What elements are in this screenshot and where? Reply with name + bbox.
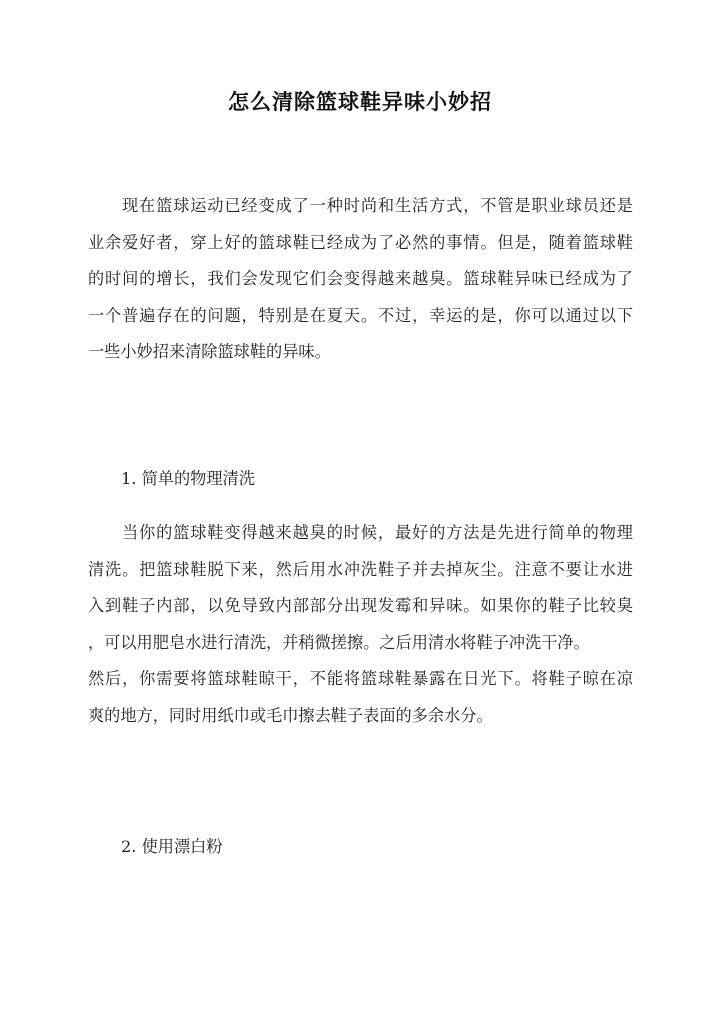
intro-line: 业余爱好者，穿上好的篮球鞋已经成为了必然的事情。但是，随着篮球鞋 (88, 232, 633, 252)
intro-paragraph (88, 188, 633, 371)
section-2-heading: 2. 使用漂白粉 (121, 837, 223, 856)
intro-line: 一些小妙招来清除篮球鞋的异味。 (88, 342, 331, 362)
intro-line: 现在篮球运动已经变成了一种时尚和生活方式，不管是职业球员还是 (122, 196, 633, 215)
section-1-paragraph (88, 515, 633, 735)
intro-line: 一个普遍存在的问题，特别是在夏天。不过，幸运的是，你可以通过以下 (88, 305, 633, 325)
section-1-line: 然后，你需要将篮球鞋晾干，不能将篮球鞋暴露在日光下。将鞋子晾在凉 (88, 669, 633, 689)
section-1-line: 清洗。把篮球鞋脱下来，然后用水冲洗鞋子并去掉灰尘。注意不要让水进 (88, 559, 633, 579)
section-1-line: 入到鞋子内部，以免导致内部部分出现发霉和异味。如果你的鞋子比较臭 (88, 596, 633, 616)
section-1-line: ，可以用肥皂水进行清洗，并稍微搓擦。之后用清水将鞋子冲洗干净。 (88, 632, 590, 652)
section-1-heading: 1. 简单的物理清洗 (121, 469, 255, 488)
intro-line: 的时间的增长，我们会发现它们会变得越来越臭。篮球鞋异味已经成为了 (88, 269, 633, 289)
document-title: 怎么清除篮球鞋异味小妙招 (228, 89, 492, 114)
section-1-line: 爽的地方，同时用纸巾或毛巾擦去鞋子表面的多余水分。 (88, 705, 493, 725)
section-1-line: 当你的篮球鞋变得越来越臭的时候，最好的方法是先进行简单的物理 (122, 523, 633, 542)
